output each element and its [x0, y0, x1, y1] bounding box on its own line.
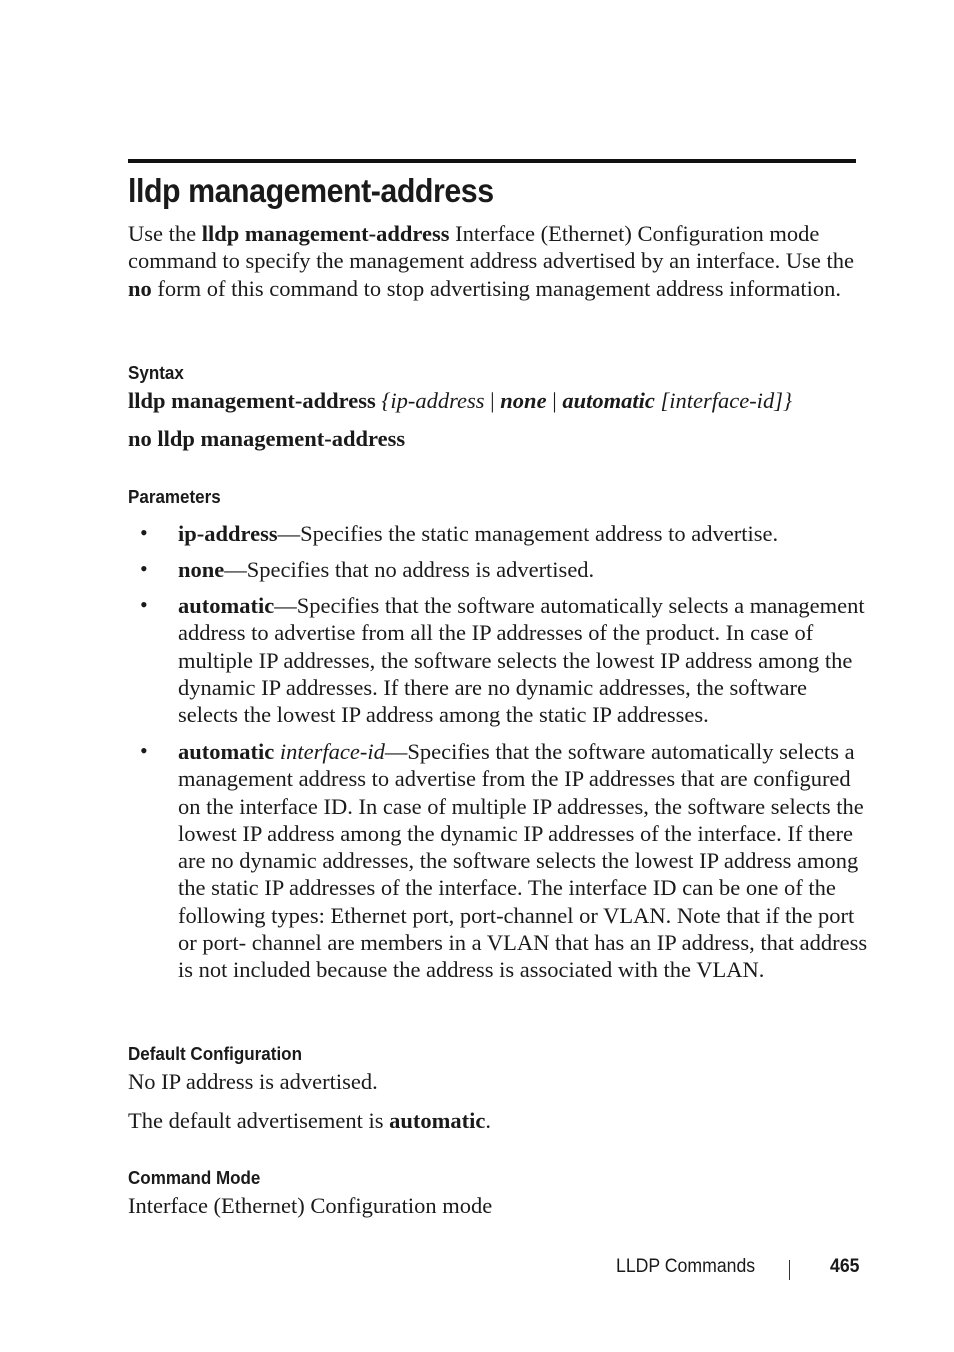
default-config-line-1: No IP address is advertised.	[128, 1069, 378, 1094]
default-config-line-2	[128, 1107, 491, 1134]
bullet: •	[140, 738, 148, 763]
param-term: automatic	[178, 739, 280, 764]
intro-no-keyword: no	[128, 275, 152, 301]
syntax-separator: |	[484, 388, 501, 413]
param-desc: —Specifies the static management address to advertise.	[277, 521, 779, 546]
syntax-param-automatic: automatic	[562, 388, 655, 413]
intro-text: form of this command to stop advertising management address information.	[151, 275, 841, 301]
param-term: none	[178, 557, 225, 582]
default-config-text: The default advertisement is	[128, 1108, 390, 1133]
syntax-heading: Syntax	[128, 362, 184, 383]
param-term-italic: interface-id	[279, 739, 385, 764]
param-item	[178, 556, 868, 583]
syntax-param-interface: [interface-id]}	[654, 388, 792, 413]
param-desc: —Specifies that no address is advertised.	[224, 557, 595, 582]
intro-text: Use the	[128, 221, 202, 246]
command-mode-text: Interface (Ethernet) Configuration mode	[128, 1193, 493, 1218]
param-item	[178, 520, 868, 547]
param-term: ip-address	[178, 521, 278, 546]
syntax-param-none: none	[500, 388, 547, 413]
syntax-command: lldp management-address	[128, 388, 376, 413]
syntax-line-2	[128, 425, 405, 452]
bullet: •	[140, 592, 148, 617]
footer-divider	[789, 1260, 790, 1280]
default-config-text: .	[485, 1108, 492, 1133]
param-item	[178, 592, 868, 728]
syntax-no-command: no lldp management-address	[128, 426, 406, 451]
footer-section: LLDP Commands	[616, 1256, 756, 1277]
parameters-heading: Parameters	[128, 486, 221, 507]
page-title: lldp management-address	[128, 172, 494, 209]
syntax-separator: |	[546, 388, 563, 413]
page-number: 465	[830, 1256, 860, 1277]
title-rule	[128, 159, 856, 163]
bullet: •	[140, 520, 148, 545]
syntax-line-1	[128, 387, 792, 414]
intro-paragraph	[128, 220, 863, 302]
syntax-param-ip: {ip-address	[381, 388, 485, 413]
command-mode-heading: Command Mode	[128, 1167, 261, 1188]
bullet: •	[140, 556, 148, 581]
intro-command: lldp management-address	[201, 221, 450, 246]
param-item	[178, 738, 868, 984]
default-config-value: automatic	[389, 1108, 486, 1133]
param-desc: —Specifies that the software automatically selects a management address to advertise from the IP addresses that are configured on the interface ID. In case of multiple IP addresses, the software selects the lowest IP address among the dynamic IP addresses of the interface. If there are no dynamic addresses, the software selects the lowest IP address among the static IP addresses of the interface. The interface ID can be one of the following types: Ethernet port, port-channel or VLAN. Note that if the port or port- channel are members in a VLAN that has an IP address, that address is not included because the address is associated with the VLAN.	[178, 739, 868, 983]
param-term: automatic	[178, 593, 275, 618]
intro-text: Interface (Ethernet) Configuration mode command to specify the management address advertised by an interface. Use the	[128, 221, 854, 274]
default-config-heading: Default Configuration	[128, 1043, 302, 1064]
param-desc: —Specifies that the software automatically selects a management address to advertise from all the IP addresses of the product. In case of multiple IP addresses, the software selects the lowest IP address among the dynamic IP addresses. If there are no dynamic addresses, the software selects the lowest IP address among the static IP addresses.	[178, 593, 865, 728]
